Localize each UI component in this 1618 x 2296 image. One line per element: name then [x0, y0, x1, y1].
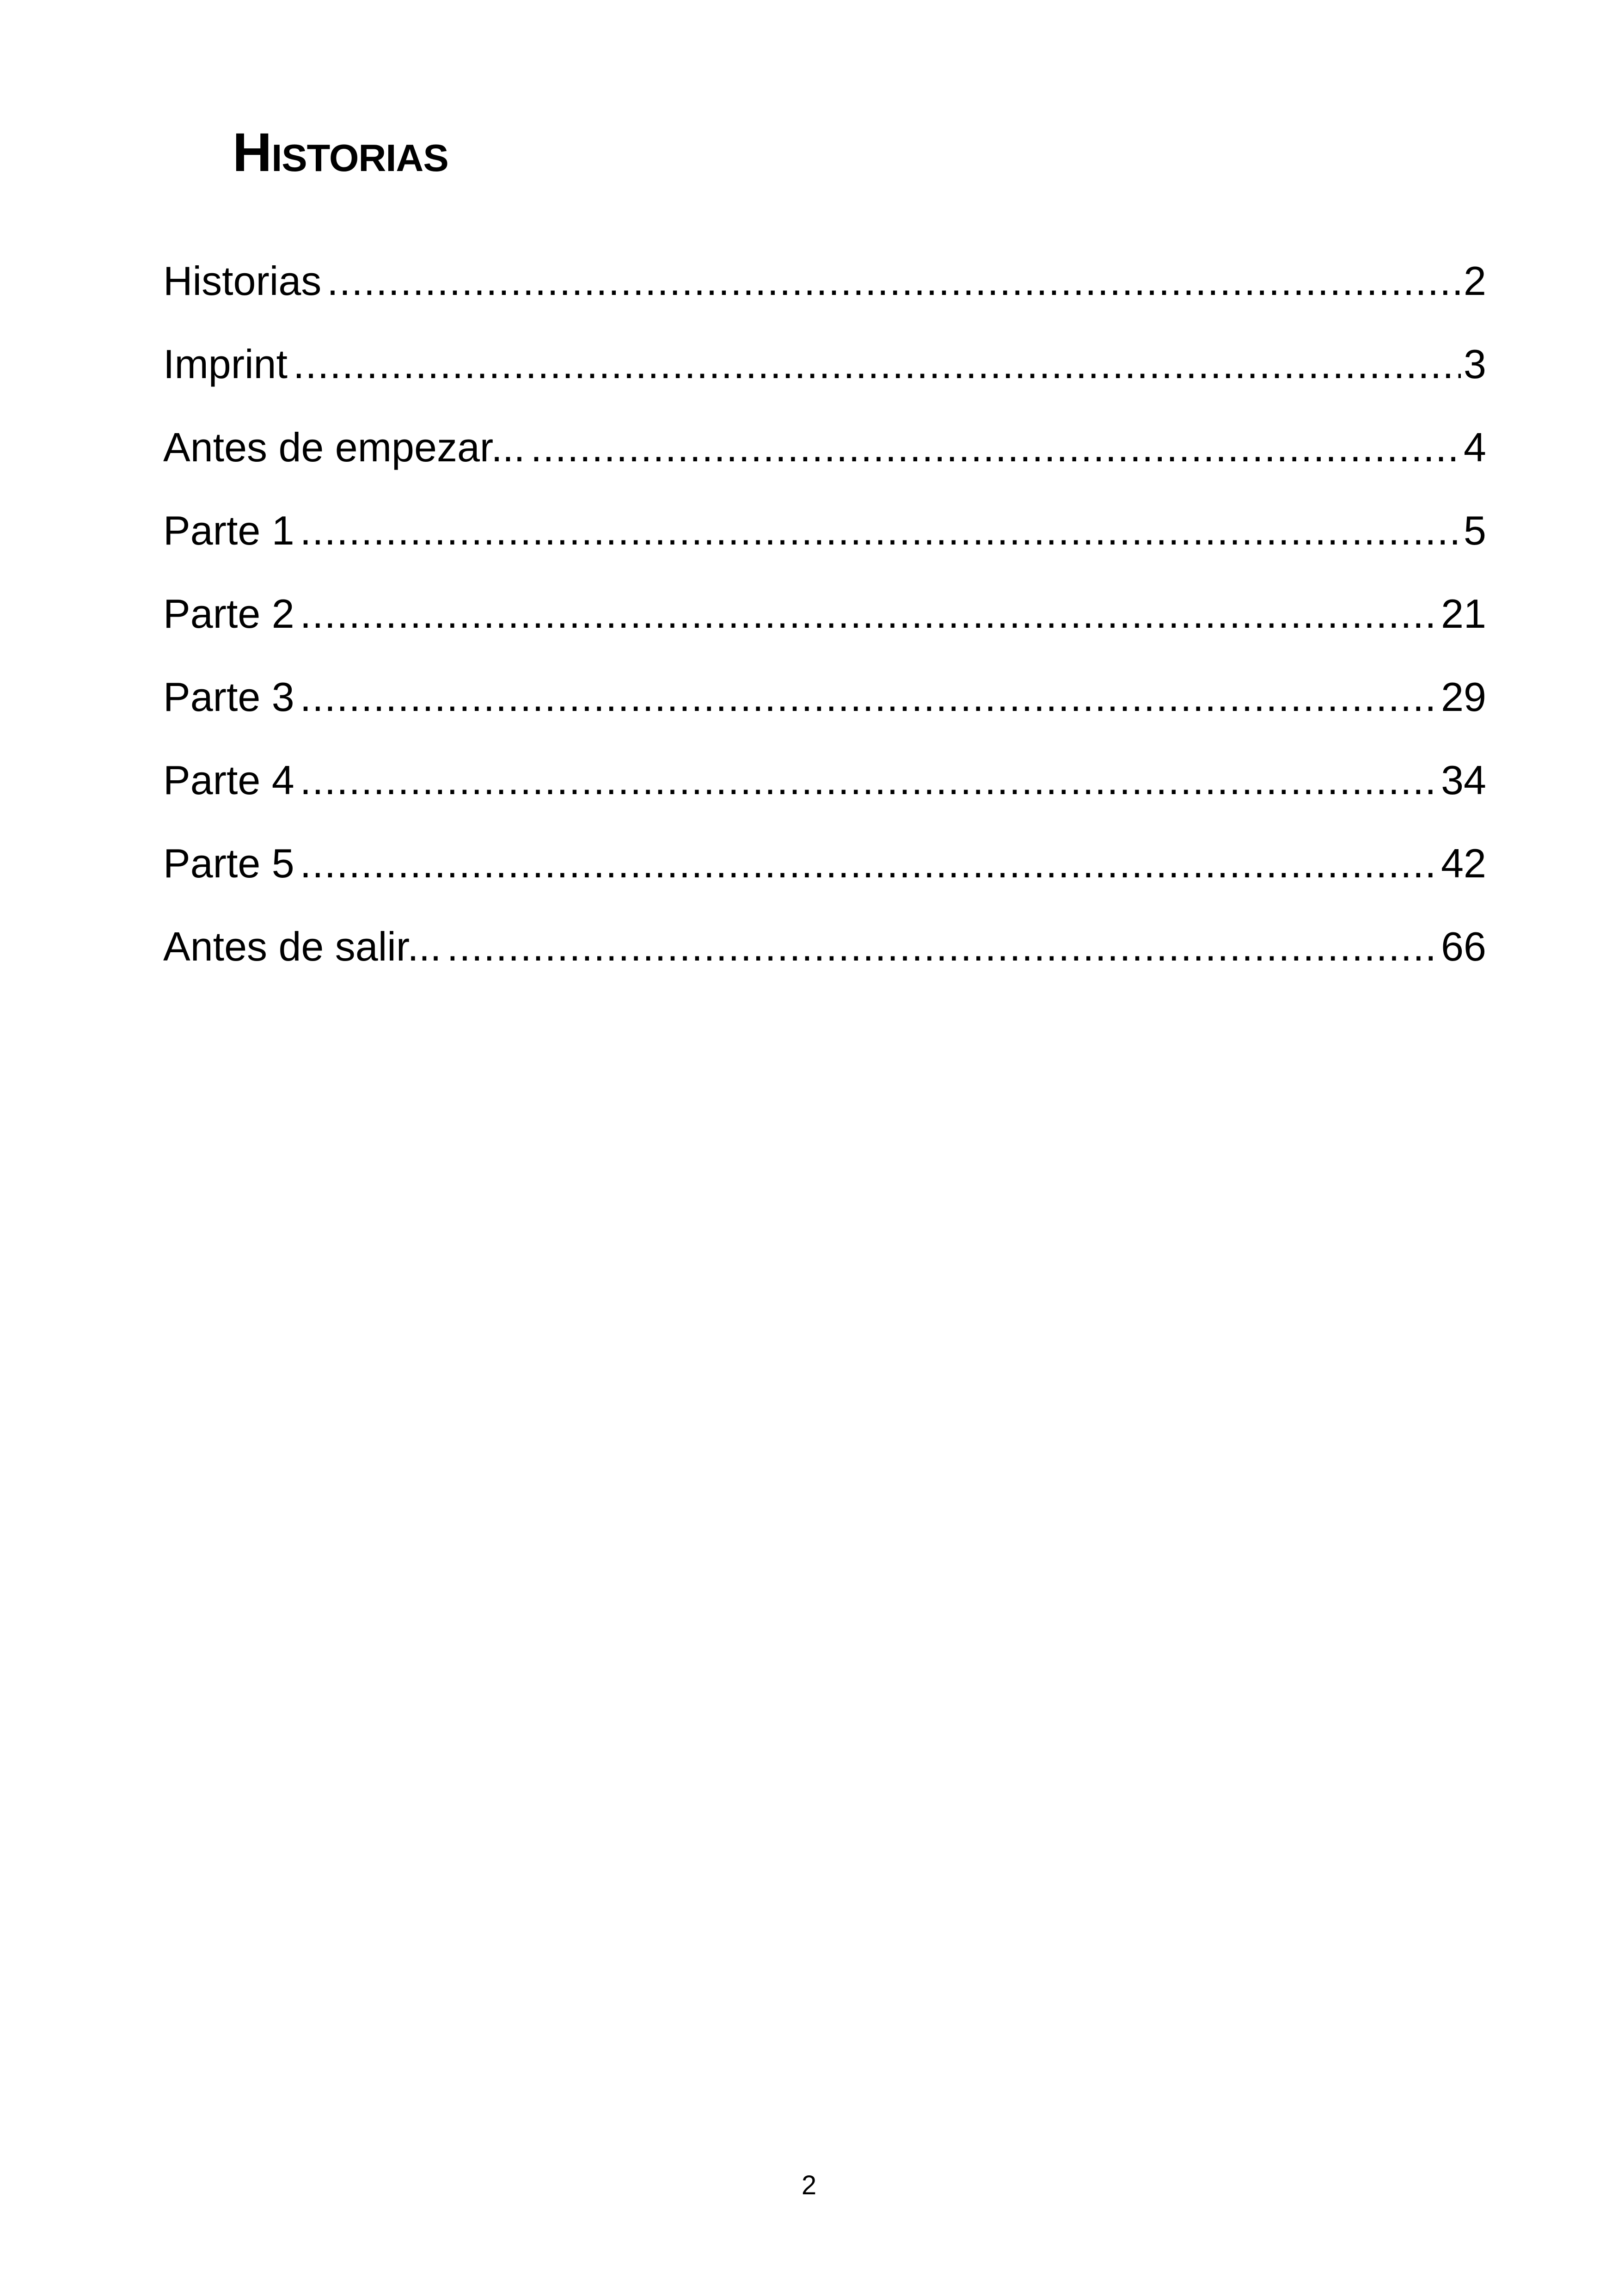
dot-leader	[300, 827, 1438, 900]
dot-leader	[300, 577, 1438, 651]
toc-entry-label: Historias	[163, 258, 322, 304]
toc-entry-label: Parte 3	[163, 674, 294, 720]
toc-entry-page: 4	[1464, 424, 1486, 470]
toc-entry-historias[interactable]	[163, 244, 1486, 327]
toc-entry-label: Imprint	[163, 341, 288, 387]
page-title: Historias	[233, 122, 448, 183]
toc-entry-page: 3	[1464, 341, 1486, 387]
toc-entry-label: Parte 2	[163, 591, 294, 637]
dot-leader	[293, 327, 1461, 401]
toc-entry-page: 42	[1441, 840, 1486, 886]
toc-entry-page: 5	[1464, 508, 1486, 553]
toc-entry-parte-2[interactable]	[163, 577, 1486, 660]
toc-entry-page: 66	[1441, 924, 1486, 969]
toc-entry-page: 2	[1464, 258, 1486, 304]
toc-entry-antes-de-salir[interactable]	[163, 910, 1486, 993]
toc-entry-label: Parte 1	[163, 508, 294, 553]
toc-entry-label: Antes de salir...	[163, 924, 441, 969]
dot-leader	[300, 494, 1461, 568]
toc-entry-parte-5[interactable]	[163, 827, 1486, 910]
dot-leader	[300, 743, 1438, 817]
toc-entry-page: 29	[1441, 674, 1486, 720]
toc-entry-label: Parte 4	[163, 757, 294, 803]
toc-entry-parte-1[interactable]	[163, 494, 1486, 577]
dot-leader	[447, 910, 1438, 984]
toc-entry-page: 21	[1441, 591, 1486, 637]
toc-entry-label: Parte 5	[163, 840, 294, 886]
table-of-contents	[163, 244, 1486, 993]
toc-entry-antes-de-empezar[interactable]	[163, 410, 1486, 494]
dot-leader	[531, 410, 1461, 484]
dot-leader	[327, 244, 1461, 318]
dot-leader	[300, 660, 1438, 734]
toc-entry-parte-4[interactable]	[163, 743, 1486, 827]
page-number: 2	[801, 2170, 817, 2200]
toc-entry-imprint[interactable]	[163, 327, 1486, 410]
toc-entry-page: 34	[1441, 757, 1486, 803]
toc-entry-parte-3[interactable]	[163, 660, 1486, 743]
toc-entry-label: Antes de empezar...	[163, 424, 525, 470]
